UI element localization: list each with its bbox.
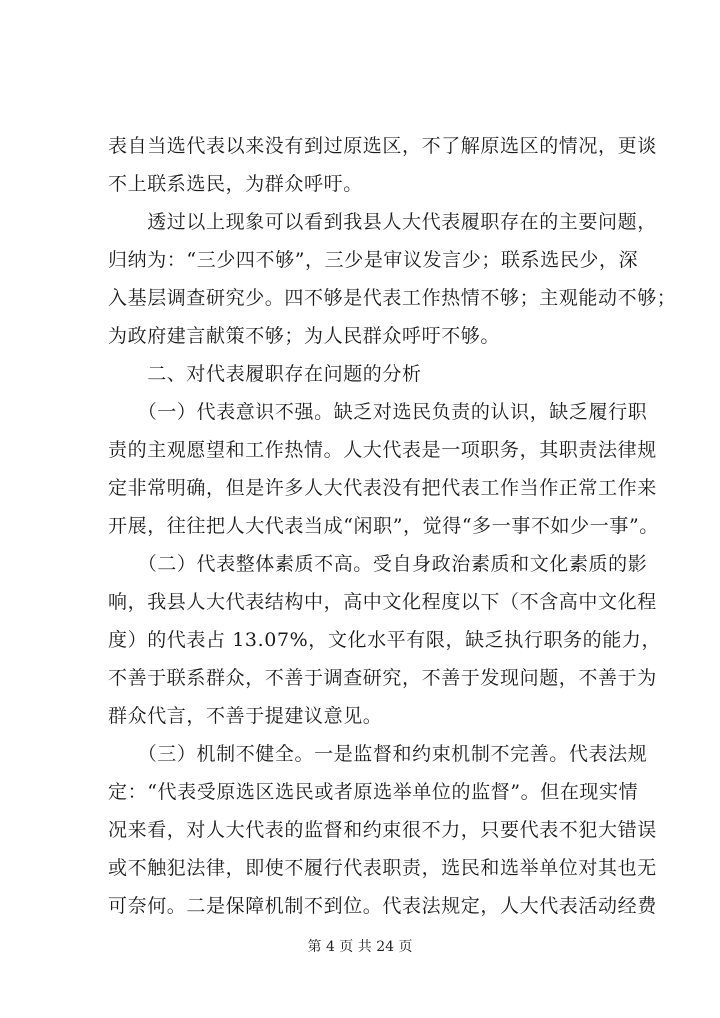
text-line: 不上联系选民，为群众呼吁。 [108, 173, 363, 195]
text-line: 可奈何。二是保障机制不到位。代表法规定，人大代表活动经费 [108, 895, 657, 917]
text-line: 责的主观愿望和工作热情。人大代表是一项职务，其职责法律规 [108, 439, 657, 461]
text-line: 透过以上现象可以看到我县人大代表履职存在的主要问题， [108, 211, 657, 233]
text-line: 响，我县人大代表结构中，高中文化程度以下（不含高中文化程 [108, 591, 657, 613]
text-line: 为政府建言献策不够；为人民群众呼吁不够。 [108, 325, 501, 347]
text-line: 况来看，对人大代表的监督和约束很不力，只要代表不犯大错误 [108, 819, 657, 841]
text-line: 不善于联系群众，不善于调查研究，不善于发现问题，不善于为 [108, 667, 657, 689]
text-line: 表自当选代表以来没有到过原选区，不了解原选区的情况，更谈 [108, 135, 657, 157]
text-line: 度）的代表占 13.07%，文化水平有限，缺乏执行职务的能力， [108, 629, 662, 651]
section-heading: 二、对代表履职存在问题的分析 [108, 363, 422, 385]
text-line: 或不触犯法律，即使不履行代表职责，选民和选举单位对其也无 [108, 857, 657, 879]
text-line: （二）代表整体素质不高。受自身政治素质和文化素质的影 [108, 553, 648, 575]
text-line: 定：“代表受原选区选民或者原选举单位的监督”。但在现实情 [108, 781, 639, 803]
text-line: 群众代言，不善于提建议意见。 [108, 705, 383, 727]
page-number-footer: 第 4 页 共 24 页 [307, 939, 413, 955]
text-line: （三）机制不健全。一是监督和约束机制不完善。代表法规 [108, 743, 648, 765]
text-line: 入基层调查研究少。四不够是代表工作热情不够；主观能动不够； [108, 287, 677, 309]
text-line: 开展，往往把人大代表当成“闲职”，觉得“多一事不如少一事”。 [108, 515, 659, 537]
text-line: 定非常明确，但是许多人大代表没有把代表工作当作正常工作来 [108, 477, 657, 499]
text-line: 归纳为：“三少四不够”，三少是审议发言少；联系选民少，深 [108, 249, 639, 271]
text-line: （一）代表意识不强。缺乏对选民负责的认识，缺乏履行职 [108, 401, 648, 423]
